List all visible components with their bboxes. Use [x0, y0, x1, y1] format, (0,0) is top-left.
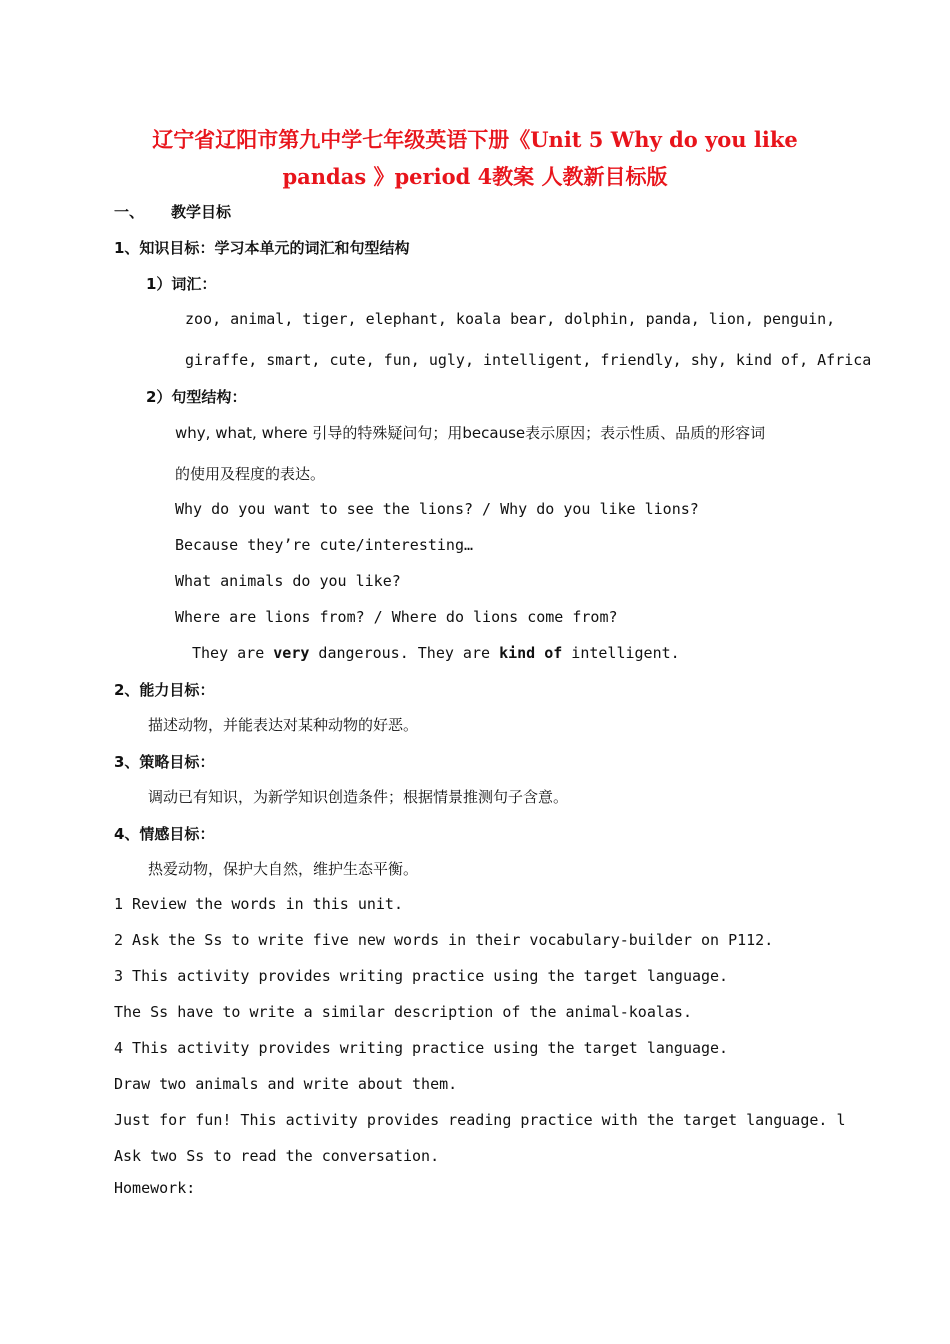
bold-word: very [273, 644, 310, 662]
example-sentence: Where are lions from? / Where do lions come from? [175, 608, 618, 626]
procedure-line: 4 This activity provides writing practice using the target language. [114, 1039, 729, 1057]
procedure-line: Draw two animals and write about them. [114, 1075, 458, 1093]
strategy-goal-text: 调动已有知识，为新学知识创造条件；根据情景推测句子含意。 [148, 788, 569, 806]
knowledge-goal-heading: 1、知识目标：学习本单元的词汇和句型结构 [114, 239, 410, 257]
doc-title-line2: pandas 》period 4教案 人教新目标版 [282, 164, 668, 189]
vocab-line: zoo, animal, tiger, elephant, koala bear, dolphin, panda, lion, penguin, [185, 310, 836, 328]
doc-title-line1: 辽宁省辽阳市第九中学七年级英语下册《Unit 5 Why do you like [152, 127, 798, 152]
example-sentence: Because they’re cute/interesting… [175, 536, 474, 554]
pattern-description: 的使用及程度的表达。 [175, 465, 326, 483]
vocab-line: giraffe, smart, cute, fun, ugly, intelligent, friendly, shy, kind of, Africa [185, 351, 872, 369]
example-sentence: Why do you want to see the lions? / Why do you like lions? [175, 500, 699, 518]
procedure-line: Ask two Ss to read the conversation. [114, 1147, 440, 1165]
procedure-line: Just for fun! This activity provides reading practice with the target language. l [114, 1111, 846, 1129]
procedure-line: 1 Review the words in this unit. [114, 895, 403, 913]
procedure-line: The Ss have to write a similar description of the animal-koalas. [114, 1003, 692, 1021]
vocab-heading: 1）词汇： [146, 275, 217, 293]
procedure-line: 3 This activity provides writing practice using the target language. [114, 967, 729, 985]
section-number: 一、 [114, 203, 145, 221]
example-sentence: They are very dangerous. They are kind of intelligent. [192, 644, 680, 662]
emotion-goal-heading: 4、情感目标： [114, 825, 215, 843]
emotion-goal-text: 热爱动物，保护大自然，维护生态平衡。 [148, 860, 419, 878]
strategy-goal-heading: 3、策略目标： [114, 753, 215, 771]
ability-goal-text: 描述动物，并能表达对某种动物的好恶。 [148, 716, 419, 734]
homework-heading: Homework: [114, 1179, 196, 1197]
pattern-heading: 2）句型结构： [146, 388, 247, 406]
example-sentence: What animals do you like? [175, 572, 401, 590]
bold-word: kind of [499, 644, 563, 662]
ability-goal-heading: 2、能力目标： [114, 681, 215, 699]
section-heading: 教学目标 [171, 203, 232, 221]
procedure-line: 2 Ask the Ss to write five new words in their vocabulary-builder on P112. [114, 931, 774, 949]
pattern-description: why, what, where 引导的特殊疑问句；用because表示原因；表示性质、品质的形容词 [175, 424, 766, 442]
